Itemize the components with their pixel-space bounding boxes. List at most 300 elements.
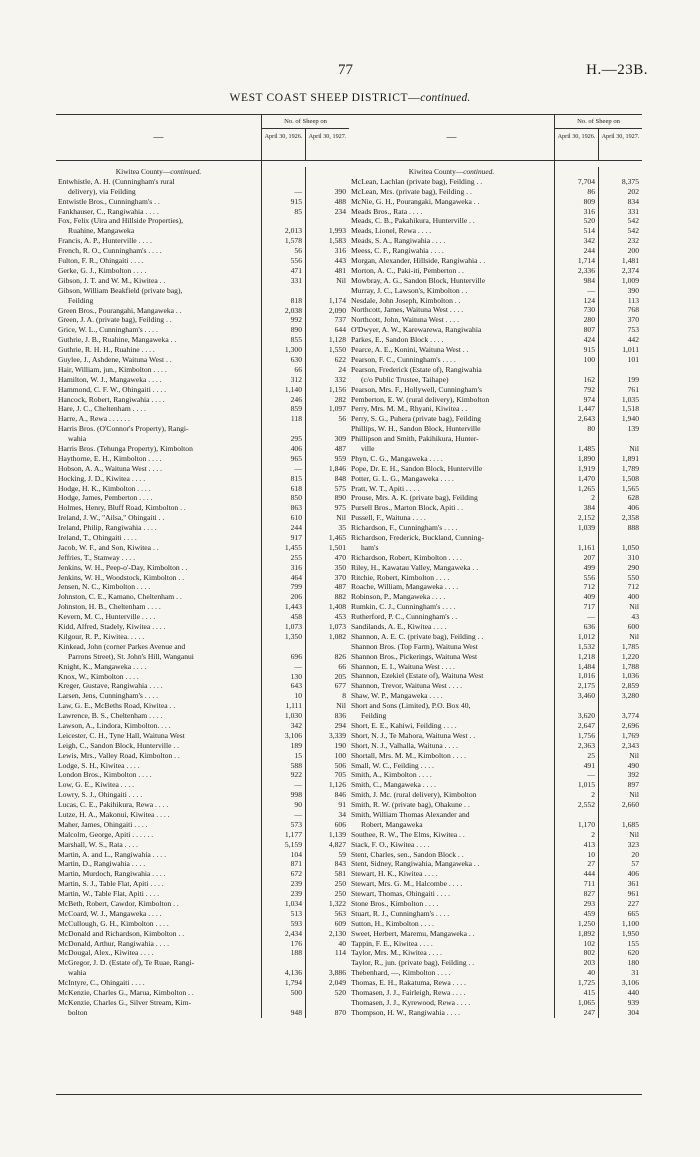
owner-name: Knight, K., Mangaweka . . . . [58, 661, 147, 671]
sheep-1927-value: 1,891 [621, 453, 639, 463]
owner-name: Pemberton, E. W. (rural delivery), Kimbolton [351, 394, 490, 404]
owner-name-continued: wahia [68, 968, 87, 978]
sheep-1926-value: 90 [294, 800, 302, 810]
sheep-1927-value: 606 [334, 819, 346, 829]
owner-name: Marshall, W. S., Rata . . . . [58, 839, 138, 849]
sheep-1926-value: 247 [583, 1007, 595, 1017]
sheep-1926-value: 1,111 [285, 701, 302, 711]
owner-name: Short, E. E., Kahiwi, Feilding . . . . [351, 720, 457, 730]
table-row [58, 632, 259, 642]
owner-name: Shaw, W. P., Mangaweka . . . . [351, 691, 443, 701]
owner-name: Thebenhard, —, Kimbolton . . . . [351, 968, 451, 978]
sheep-1927-value: 2,696 [621, 720, 639, 730]
owner-name: Phyn, C. G., Mangaweka . . . . [351, 453, 443, 463]
table-row [351, 236, 552, 246]
owner-name: Pursell Bros., Marton Block, Apiti . . [351, 503, 464, 513]
sheep-1927-value: 1,009 [621, 275, 639, 285]
table-row [351, 780, 552, 790]
table-row [58, 751, 259, 761]
table-row [58, 731, 259, 741]
table-row [58, 780, 259, 790]
sheep-1927-value: 370 [627, 315, 639, 325]
sheep-1926-value: 124 [583, 295, 595, 305]
sheep-1926-value: 1,039 [577, 523, 595, 533]
sheep-1927-value: 882 [334, 592, 346, 602]
sheep-1926-value: — [294, 186, 302, 196]
owner-name: Martin, D., Rangiwahia . . . . [58, 859, 146, 869]
owner-name: Larsen, Jens, Cunningham's . . . . [58, 691, 159, 701]
owner-name: Small, W. C., Feilding . . . . [351, 760, 434, 770]
sheep-1927-value: 1,565 [621, 483, 639, 493]
sheep-1927-value: 1,126 [328, 780, 346, 790]
sheep-1927-value: 56 [338, 414, 346, 424]
table-row [58, 761, 259, 771]
table-row [58, 592, 259, 602]
owner-name: Haythorne, E. H., Kimbolton . . . . [58, 453, 162, 463]
sheep-1927-value: 406 [627, 869, 639, 879]
sheep-1926-column [555, 167, 599, 1018]
table-row [351, 493, 552, 503]
sheep-1926-value: 255 [290, 552, 302, 562]
table-row [58, 869, 259, 879]
sheep-1926-value: 118 [290, 414, 302, 424]
table-row [58, 365, 259, 375]
sheep-1927-value: Nil [629, 602, 639, 612]
table-row [58, 276, 259, 286]
sheep-1926-value: 406 [290, 444, 302, 453]
table-row [351, 958, 552, 968]
owner-name: Smith, J. Mc. (rural delivery), Kimbolton [351, 790, 477, 800]
sheep-1926-value: 871 [290, 859, 302, 869]
sheep-1927-value: 939 [627, 997, 639, 1007]
sheep-1927-value: 323 [627, 839, 639, 849]
sheep-1926-value: 965 [290, 453, 302, 463]
sheep-1926-value: 2,647 [577, 720, 595, 730]
sheep-1927-value: 665 [627, 908, 639, 918]
owner-name: Kidd, Alfred, Stadely, Kiwitea . . . . [58, 622, 166, 632]
table-row [58, 315, 259, 325]
sheep-1927-value: 768 [627, 305, 639, 315]
table-row [58, 246, 259, 256]
table-row [58, 622, 259, 632]
sheep-1927-value: 2,343 [621, 740, 639, 750]
table-row [351, 662, 552, 672]
table-row [58, 464, 259, 474]
table-row [58, 424, 259, 444]
page-number: 77 [338, 62, 353, 78]
sheep-1926-value: 188 [290, 948, 302, 958]
table-row [351, 790, 552, 800]
table-row [351, 276, 552, 286]
col-1927-header: April 30, 1927. [601, 133, 640, 140]
sheep-1926-value: 1,470 [577, 473, 595, 483]
sheep-1927-value: 24 [338, 364, 346, 374]
table-row [58, 929, 259, 939]
table-row [58, 889, 259, 899]
owner-name: Lowry, S. J., Ohingaiti . . . . [58, 790, 143, 800]
sheep-1926-value: 15 [294, 750, 302, 760]
sheep-1927-value: 91 [338, 800, 346, 810]
sheep-1927-value: 870 [334, 1007, 346, 1017]
sheep-1926-value: 2 [591, 493, 595, 503]
sheep-1927-value: 40 [338, 938, 346, 948]
sheep-1927-value: 114 [334, 948, 346, 958]
sheep-1926-value: 2,038 [284, 305, 302, 315]
sheep-1926-value: 244 [290, 523, 302, 533]
sheep-1927-value: 488 [334, 196, 346, 206]
title-main: WEST COAST SHEEP DISTRICT— [229, 92, 421, 104]
sheep-1927-value: 34 [338, 809, 346, 819]
table-row [58, 830, 259, 840]
owner-name: Taylor, R., jun. (private bag), Feilding . . [351, 958, 475, 968]
owner-name: Ritchie, Robert, Kimbolton . . . . [351, 572, 450, 582]
sheep-1927-value: 622 [334, 354, 346, 364]
owner-name: McDougal, Alex., Kiwitea . . . . [58, 948, 154, 958]
owner-name: Fankhauser, C., Rangiwahia . . . . [58, 206, 159, 216]
table-row [58, 998, 259, 1018]
table-row [58, 325, 259, 335]
sheep-1926-value: 239 [290, 879, 302, 889]
owner-name-continued: wahia [68, 434, 87, 444]
sheep-1926-value: 513 [290, 908, 302, 918]
owner-name: Pearson, F. C., Cunningham's . . . . [351, 354, 456, 364]
owner-name: McNie, G. H., Pourangaki, Mangaweka . . [351, 196, 480, 206]
sheep-1927-value: 294 [334, 720, 346, 730]
owner-name: Hamilton, W. J., Mangaweka . . . . [58, 374, 162, 384]
county-heading [351, 167, 552, 177]
owner-name: Phillipson and Smith, Pakihikura, Hunter- [351, 434, 479, 444]
sheep-1927-value: 1,789 [621, 463, 639, 473]
table-row [58, 503, 259, 513]
sheep-1926-value: 1,756 [577, 730, 595, 740]
table-row [58, 741, 259, 751]
sheep-1927-value: 331 [627, 206, 639, 216]
sheep-1926-value: 1,892 [577, 928, 595, 938]
table-row [58, 345, 259, 355]
sheep-1926-value: 850 [290, 493, 302, 503]
sheep-1927-value: 3,339 [328, 730, 346, 740]
sheep-1927-column [599, 167, 642, 1018]
owner-name: Sutton, H., Kimbolton . . . . [351, 918, 434, 928]
owner-name: Hobson, A. A., Waituna West . . . . [58, 463, 162, 473]
sheep-1926-value: 948 [290, 1007, 302, 1017]
sheep-1927-value: 442 [627, 335, 639, 345]
table-row [351, 859, 552, 869]
sheep-1927-value: 1,950 [621, 928, 639, 938]
sheep-1926-value: 643 [290, 681, 302, 691]
sheep-1927-value: 961 [627, 889, 639, 899]
sheep-1926-value: 1,794 [284, 978, 302, 988]
sheep-1926-value: 2,434 [284, 928, 302, 938]
sheep-1927-value: 309 [334, 434, 346, 444]
owner-name: Kevern, M. C., Hunterville . . . . [58, 612, 156, 622]
sheep-1926-value: 1,578 [284, 236, 302, 246]
sheep-1927-value: 390 [334, 186, 346, 196]
sheep-1927-value: 1,685 [621, 819, 639, 829]
table-row [351, 632, 552, 642]
owner-name: Smith, R. W. (private bag), Ohakune . . [351, 800, 470, 810]
sheep-1927-value: 232 [627, 236, 639, 246]
owner-name: Stewart, Thomas, Ohingaiti . . . . [351, 889, 450, 899]
owner-name: Rumkin, C. J., Cunningham's . . . . [351, 602, 456, 612]
table-row [58, 790, 259, 800]
table-row [351, 216, 552, 226]
table-row [58, 582, 259, 592]
sheep-1926-value: 556 [583, 572, 595, 582]
owner-name: Hair, William, jun., Kimbolton . . . . [58, 364, 167, 374]
owner-name: Smith, William Thomas Alexander and [351, 809, 470, 819]
sheep-1926-value: 464 [290, 572, 302, 582]
owner-name: Northcott, John, Waituna West . . . . [351, 315, 459, 325]
owner-name: Entwistle Bros., Cunningham's . . [58, 196, 160, 206]
table-row [58, 948, 259, 958]
owner-name-continued: Parrons Street), St. John's Hill, Wanganui [68, 651, 194, 661]
owner-name: Shortall, Mrs. M. M., Kimbolton . . . . [351, 750, 466, 760]
sheep-1926-value: 409 [583, 592, 595, 602]
sheep-1926-value: 520 [583, 216, 595, 226]
table-row [351, 770, 552, 780]
sheep-1927-value: 361 [627, 879, 639, 889]
table-row [351, 602, 552, 612]
sheep-1926-value: 1,532 [577, 641, 595, 651]
sheep-1926-value: 312 [290, 374, 302, 384]
table-row [351, 404, 552, 414]
owner-name: Hare, J. C., Cheltenham . . . . [58, 404, 146, 414]
table-row [58, 414, 259, 424]
title-continued: continued. [420, 92, 471, 104]
table-row [58, 672, 259, 682]
sheep-1927-value: 100 [334, 750, 346, 760]
sheep-1926-value: 1,016 [577, 671, 595, 681]
sheep-1927-value: Nil [629, 631, 639, 641]
sheep-1927-value: 1,073 [328, 622, 346, 632]
sheep-1927-value: 205 [334, 671, 346, 681]
sheep-1927-value: 761 [627, 384, 639, 394]
table-row [58, 395, 259, 405]
owner-name: Short, N. J., Valhalla, Waituna . . . . [351, 740, 458, 750]
owner-name: Shannon, Ezekiel (Estate of), Waituna West [351, 671, 484, 681]
owner-name: Martin, W., Table Flat, Apiti . . . . [58, 889, 159, 899]
table-row [58, 563, 259, 573]
sheep-1927-value: 443 [334, 256, 346, 266]
sheep-1927-value: 890 [334, 493, 346, 503]
owner-name: Gerke, G. J., Kimbolton . . . . [58, 265, 147, 275]
table-row [58, 681, 259, 691]
owner-name: Hodge, James, Pemberton . . . . [58, 493, 153, 503]
table-row [351, 395, 552, 405]
sheep-1927-value: 834 [627, 196, 639, 206]
sheep-1926-value: 711 [583, 879, 595, 889]
sheep-1927-value: 975 [334, 503, 346, 513]
owner-name: Kilgour, R. P., Kiwitea. . . . . [58, 631, 145, 641]
sheep-1926-value: 636 [583, 622, 595, 632]
sheep-1927-value: 620 [627, 948, 639, 958]
sheep-1927-value: 310 [627, 552, 639, 562]
sheep-1927-value: 190 [334, 740, 346, 750]
owner-name: Phillips, W. H., Sandon Block, Hunterville [351, 424, 481, 434]
sheep-1926-value: 244 [583, 246, 595, 256]
owner-name: Morgan, Alexander, Hillside, Rangiwahia . . [351, 256, 486, 266]
owner-name: Pearson, Frederick (Estate of), Rangiwahia [351, 364, 482, 374]
owner-name: Lewis, Mrs., Valley Road, Kimbolton . . [58, 750, 180, 760]
owner-name: Kreger, Gustave, Rangiwahia . . . . [58, 681, 163, 691]
sheep-1926-value: 992 [290, 315, 302, 325]
county-heading [58, 167, 259, 177]
table-row [58, 612, 259, 622]
sheep-1926-value: 974 [583, 394, 595, 404]
sheep-1926-value: 1,265 [577, 483, 595, 493]
sheep-1926-value: 890 [290, 325, 302, 335]
owner-name: Fulton, F. R., Ohingaiti . . . . [58, 256, 144, 266]
sheep-1926-value: — [294, 809, 302, 819]
sheep-1927-value: 59 [338, 849, 346, 859]
table-row [351, 721, 552, 731]
sheep-1927-value: 753 [627, 325, 639, 335]
sheep-1927-value: 113 [627, 295, 639, 305]
sheep-1926-value: 207 [583, 552, 595, 562]
sheep-1927-value: 1,465 [328, 533, 346, 543]
sheep-1926-value: 712 [583, 582, 595, 592]
sheep-1927-value: 1,408 [328, 602, 346, 612]
sheep-1927-value: 290 [627, 562, 639, 572]
owner-name: McLean, Mrs. (private bag), Feilding . . [351, 186, 472, 196]
sheep-1927-value: 609 [334, 918, 346, 928]
sheep-1927-value: Nil [629, 790, 639, 800]
table-row [351, 187, 552, 197]
sheep-1927-value: 1,993 [328, 226, 346, 236]
table-row [58, 662, 259, 672]
sheep-1927-value: 400 [627, 592, 639, 602]
table-row [351, 434, 552, 454]
owner-name: Rutherford, P. C., Cunningham's . . [351, 612, 458, 622]
owner-name: Jenkins, W. H., Peep-o'-Day, Kimbolton . . [58, 562, 188, 572]
sheep-1926-value: 295 [290, 434, 302, 444]
sheep-1926-value: 316 [583, 206, 595, 216]
sheep-1926-value: 915 [583, 345, 595, 355]
sheep-1926-value: 618 [290, 483, 302, 493]
sheep-1926-value: 7,704 [577, 176, 595, 186]
table-row [351, 612, 552, 622]
table-row [58, 701, 259, 711]
table-row [351, 810, 552, 830]
owner-name-continued: ville [361, 443, 375, 453]
sheep-1927-value: 2,859 [621, 681, 639, 691]
sheep-1927-value: 406 [627, 503, 639, 513]
sheep-1926-value: 100 [583, 354, 595, 364]
sheep-1927-value: Nil [336, 513, 346, 523]
table-row [351, 553, 552, 563]
table-row [351, 800, 552, 810]
owner-name-continued: (c/o Public Trustee, Taihape) [361, 374, 449, 384]
table-row [58, 177, 259, 197]
owner-name: Smith, A., Kimbolton . . . . [351, 770, 432, 780]
sheep-1926-value: 293 [583, 898, 595, 908]
owner-name: Harris Bros. (Tehunga Property), Kimbolton [58, 444, 193, 453]
owner-name: Maher, James, Ohingaiti . . . . [58, 819, 148, 829]
table-row [351, 939, 552, 949]
table-row [58, 523, 259, 533]
owner-name: Malcolm, George, Apiti . . . . . . [58, 829, 154, 839]
table-row [351, 256, 552, 266]
owner-name: Morton, A. C., Paki-iti, Pemberton . . [351, 265, 464, 275]
owner-name: Shannon, Trevor, Waituna West . . . . [351, 681, 463, 691]
sheep-1926-value: 1,443 [284, 602, 302, 612]
sheep-1927-value: 57 [631, 859, 639, 869]
sheep-1926-value: 1,065 [577, 997, 595, 1007]
table-row [58, 553, 259, 563]
table-row [58, 721, 259, 731]
sheep-1927-value: 888 [627, 523, 639, 533]
sheep-1927-value: 1,050 [621, 542, 639, 552]
sheep-1927-value: 139 [627, 424, 639, 434]
owner-name-continued: bolton [68, 1007, 88, 1017]
sheep-1927-value: 453 [334, 612, 346, 622]
owner-name: Sweet, Herbert, Maremu, Mangaweka . . [351, 928, 475, 938]
sheep-1926-value: 2 [591, 829, 595, 839]
sheep-1926-value: 1,177 [284, 829, 302, 839]
name-column-header: — [56, 115, 262, 160]
owner-name: Knox, W., Kimbolton . . . . [58, 671, 139, 681]
sheep-1926-value: 807 [583, 325, 595, 335]
sheep-1927-value: 848 [334, 473, 346, 483]
sheep-1926-value: 1,455 [284, 542, 302, 552]
sheep-1927-value: 199 [627, 374, 639, 384]
sheep-1926-value: 2 [591, 790, 595, 800]
table-row [351, 731, 552, 741]
owner-name: Potter, G. L. G., Mangaweka . . . . [351, 473, 454, 483]
sheep-1927-value: 2,374 [621, 265, 639, 275]
sheep-1926-value: 444 [583, 869, 595, 879]
owner-name: Hodge, H. K., Kimbolton . . . . [58, 483, 151, 493]
owner-name: McDonald, Arthur, Rangiwahia . . . . [58, 938, 170, 948]
sheep-1927-value: 600 [627, 622, 639, 632]
sheep-1926-value: 915 [290, 196, 302, 206]
sheep-1927-value: 1,128 [328, 335, 346, 345]
sheep-1927-value: 1,082 [328, 631, 346, 641]
sheep-1926-value: 730 [583, 305, 595, 315]
sheep-1926-value: 1,140 [284, 384, 302, 394]
owner-name-continued: Feilding [361, 711, 387, 721]
owner-name: McCullough, G. H., Kimbolton . . . . [58, 918, 169, 928]
table-row [351, 315, 552, 325]
sheep-1926-value: 10 [587, 849, 595, 859]
sheep-1926-value: 413 [583, 839, 595, 849]
owner-name: Holmes, Henry, Bluff Road, Kimbolton . . [58, 503, 186, 513]
table-row [58, 939, 259, 949]
sheep-1927-value: Nil [336, 701, 346, 711]
sheep-1926-value: — [294, 463, 302, 473]
table-row [351, 919, 552, 929]
sheep-1926-value: 459 [583, 908, 595, 918]
col-1926-header: April 30, 1926. [555, 129, 599, 160]
sheep-1927-value: 200 [627, 246, 639, 256]
owner-name: Thomas, E. H., Rakatuma, Rewa . . . . [351, 978, 466, 988]
sheep-1927-value: 3,280 [621, 691, 639, 701]
table-row [58, 216, 259, 236]
sheep-1926-value: 573 [290, 819, 302, 829]
table-row [58, 573, 259, 583]
sheep-1926-value: 809 [583, 196, 595, 206]
sheep-1926-value: 855 [290, 335, 302, 345]
county-name: Kiwitea County— [115, 167, 171, 176]
owner-name: Guthrie, R. H. H., Ruahine . . . . [58, 345, 155, 355]
sheep-1927-value: 31 [631, 968, 639, 978]
table-row [351, 948, 552, 958]
table-row [351, 889, 552, 899]
table-row [58, 385, 259, 395]
table-row [58, 286, 259, 306]
owner-name: London Bros., Kimbolton . . . . [58, 770, 152, 780]
